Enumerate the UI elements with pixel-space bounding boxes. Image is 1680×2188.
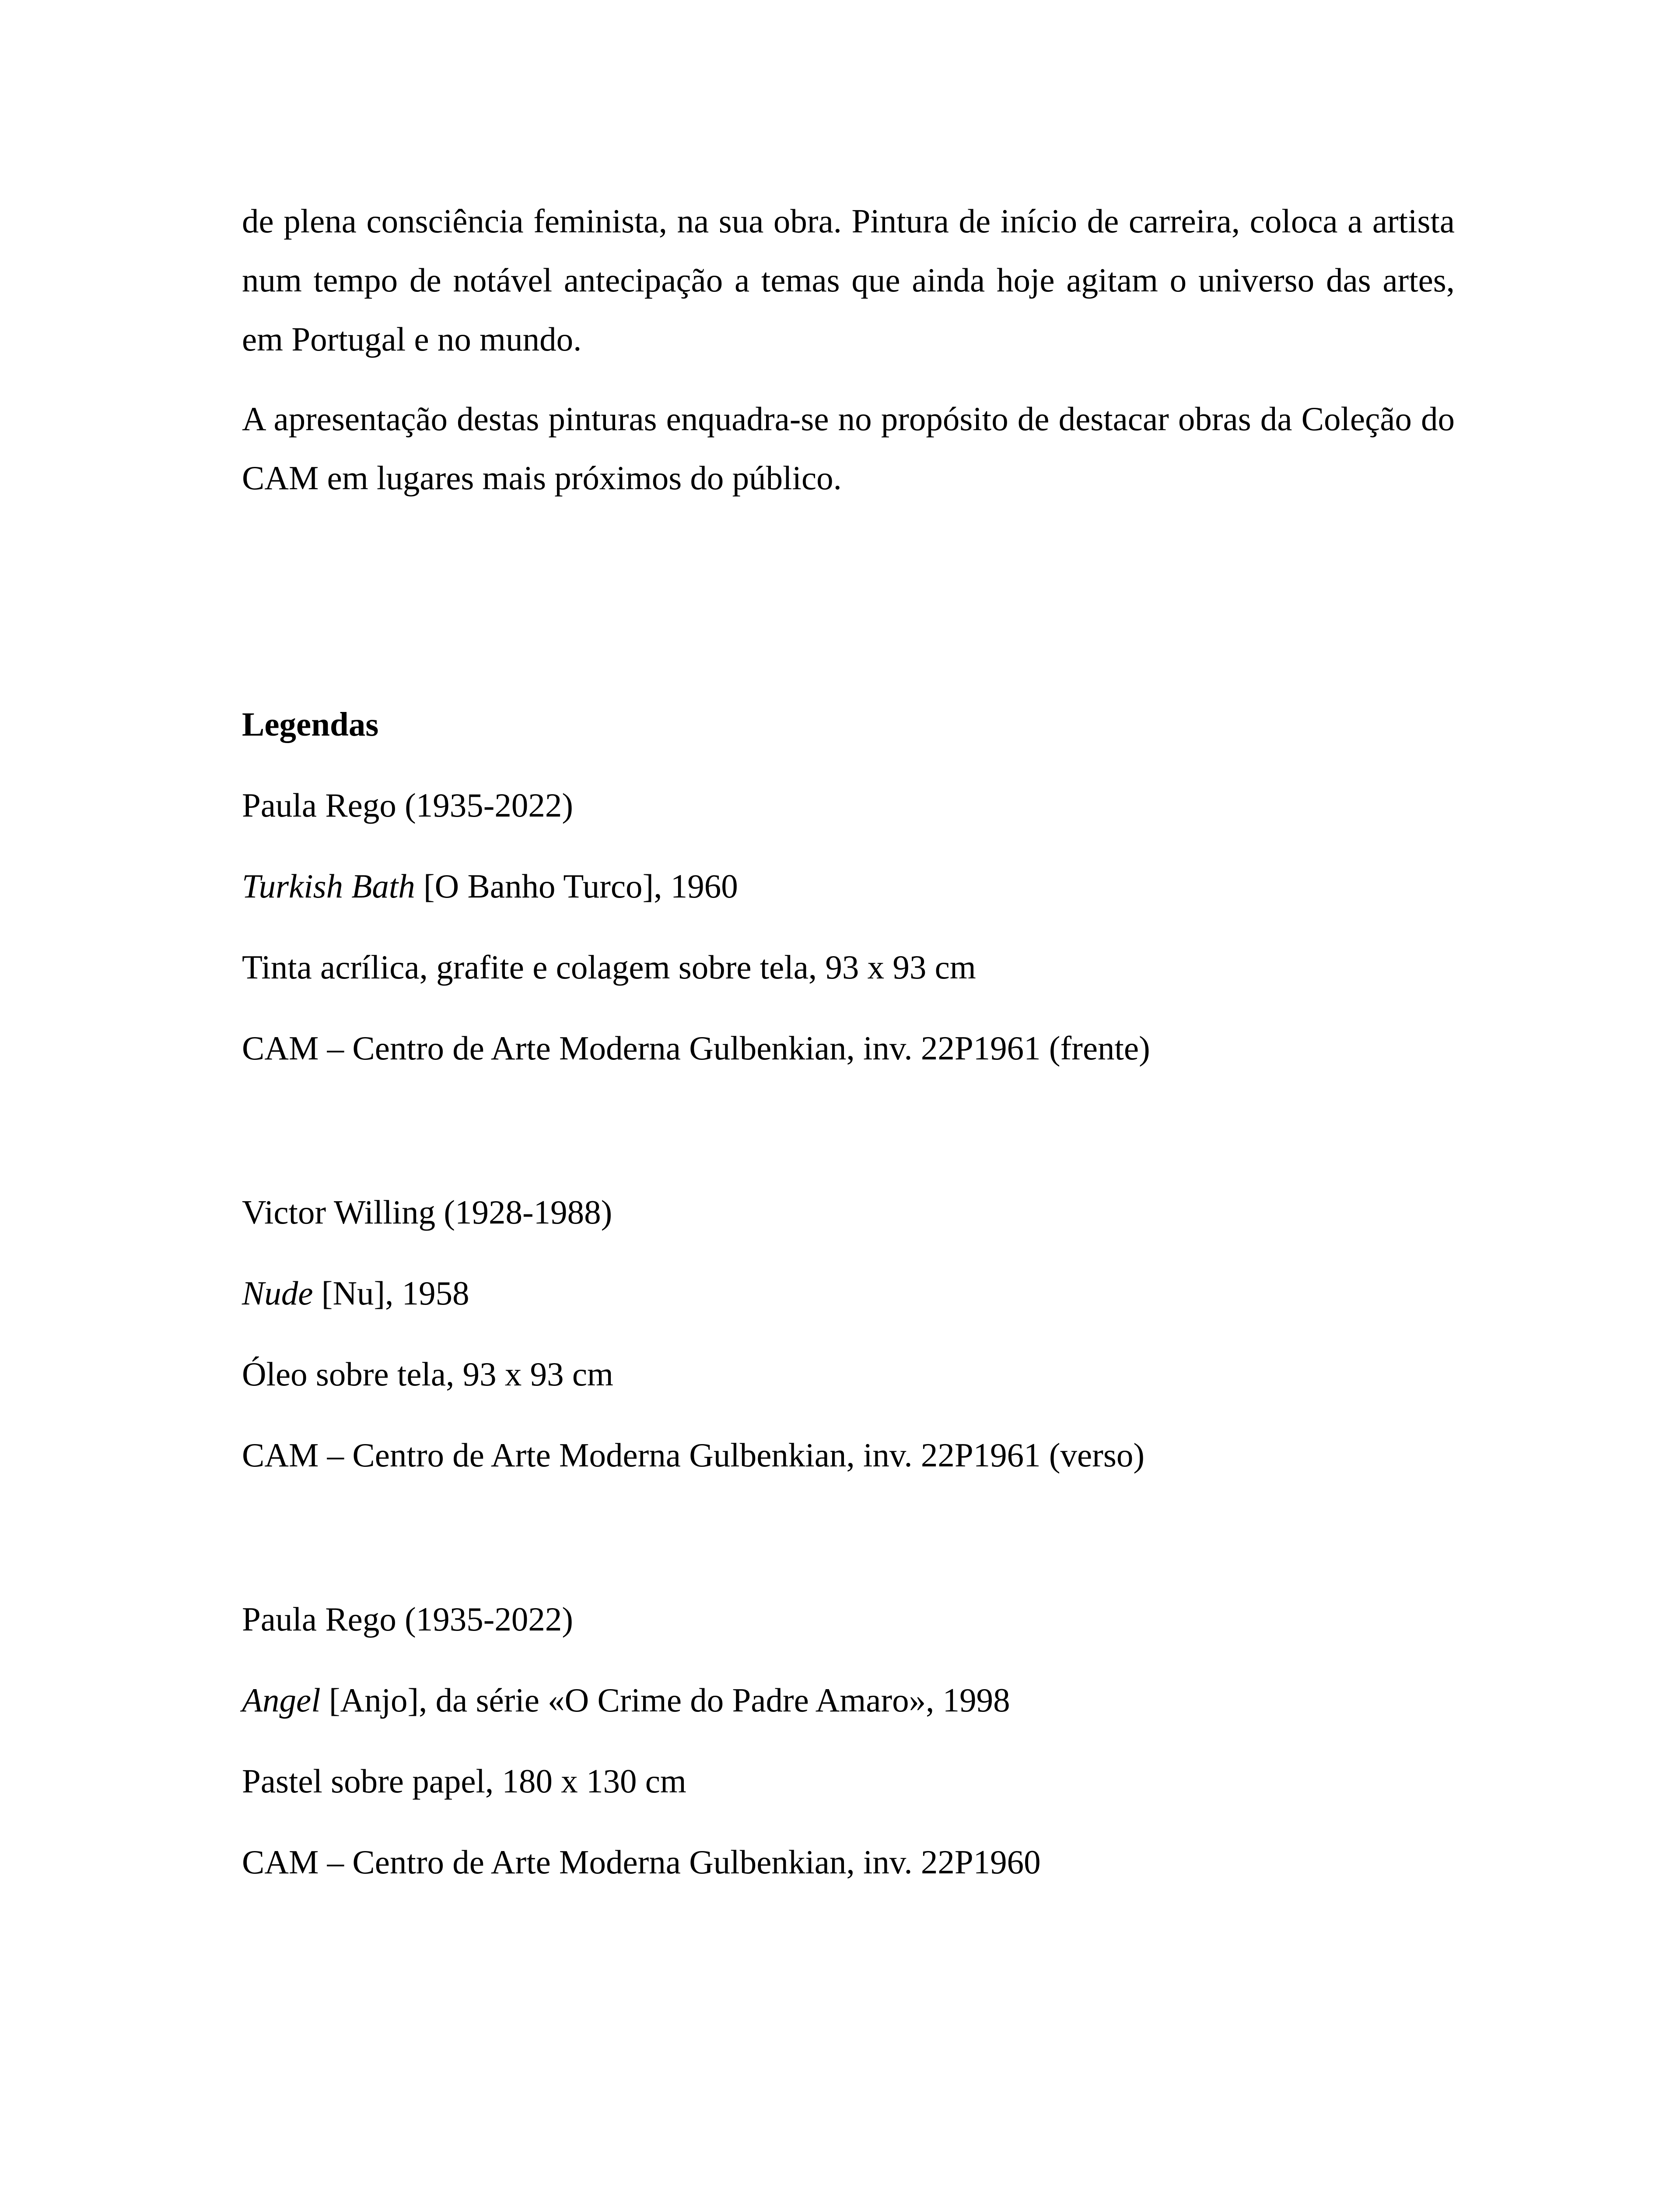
legend-2-collection: CAM – Centro de Arte Moderna Gulbenkian, inv. 22P1961 (verso) [242, 1436, 1144, 1474]
legend-1-collection: CAM – Centro de Arte Moderna Gulbenkian, inv. 22P1961 (frente) [242, 1029, 1150, 1067]
legend-3-medium: Pastel sobre papel, 180 x 130 cm [242, 1762, 686, 1800]
legend-3-title-italic: Angel [242, 1681, 321, 1719]
legend-1-title-rest: [O Banho Turco], 1960 [415, 867, 738, 905]
body-paragraph-2: A apresentação destas pinturas enquadra-se no propósito de destacar obras da Coleção do CAM em lugares mais próximos do público. [242, 400, 1455, 497]
legends-heading: Legendas [242, 705, 379, 743]
body-paragraph-1: de plena consciência feminista, na sua obra. Pintura de início de carreira, coloca a artista num tempo de notável antecipação a temas que ainda hoje agitam o universo das artes, em Portugal e no mundo. [242, 202, 1455, 358]
legend-1-medium: Tinta acrílica, grafite e colagem sobre tela, 93 x 93 cm [242, 948, 976, 986]
legend-3-collection: CAM – Centro de Arte Moderna Gulbenkian, inv. 22P1960 [242, 1843, 1041, 1881]
legend-2-title [242, 1271, 469, 1315]
legend-1-title [242, 864, 738, 908]
legend-2-medium: Óleo sobre tela, 93 x 93 cm [242, 1355, 613, 1393]
legend-3-artist: Paula Rego (1935-2022) [242, 1600, 574, 1638]
legend-3-title-rest: [Anjo], da série «O Crime do Padre Amaro», 1998 [320, 1681, 1010, 1719]
legend-2-title-italic: Nude [242, 1274, 313, 1312]
legend-1-title-italic: Turkish Bath [242, 867, 415, 905]
legend-2-title-rest: [Nu], 1958 [313, 1274, 469, 1312]
legend-1-artist: Paula Rego (1935-2022) [242, 786, 574, 824]
legend-2-artist: Victor Willing (1928-1988) [242, 1193, 612, 1231]
legend-3-title [242, 1678, 1010, 1722]
